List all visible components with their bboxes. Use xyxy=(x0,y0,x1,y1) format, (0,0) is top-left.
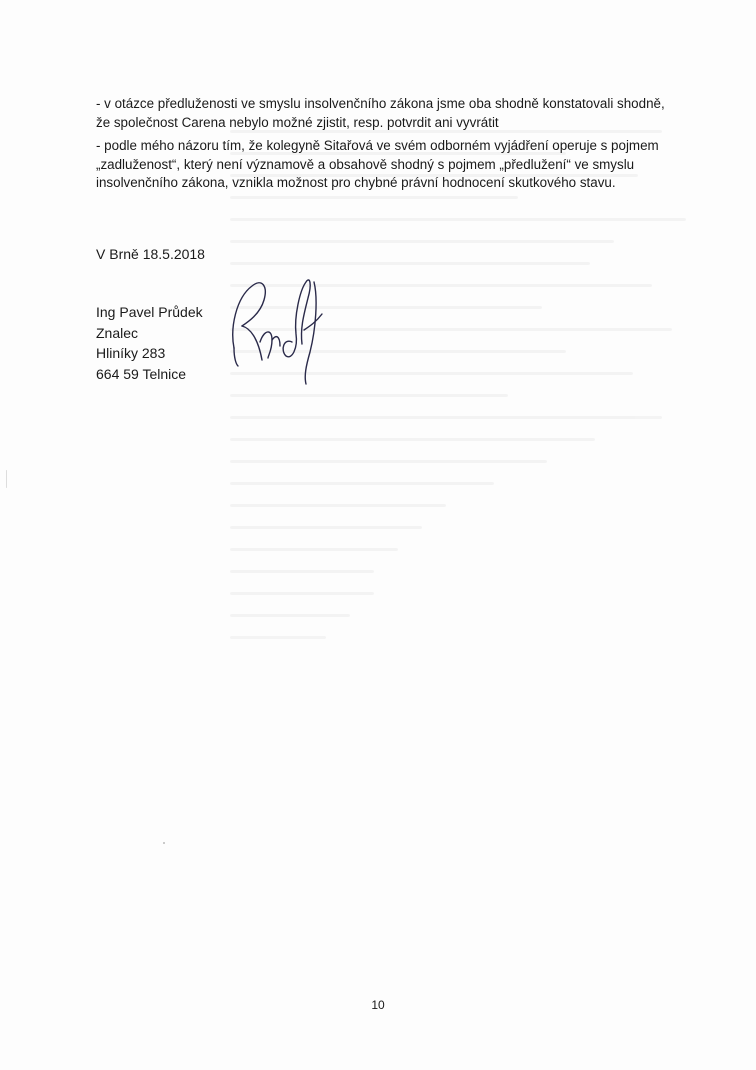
place-date: V Brně 18.5.2018 xyxy=(96,246,205,262)
author-name: Ing Pavel Průdek xyxy=(96,304,203,320)
author-role: Znalec xyxy=(96,324,139,341)
author-city: 664 59 Telnice xyxy=(96,365,187,382)
show-through-texture xyxy=(230,130,710,770)
paragraph-opinion: - podle mého názoru tím, že kolegyně Sitařová ve svém odborném vyjádření operuje s pojmem „zadluženost“, který není významově a obsahově shodný s pojmem „předlužení“ ve smyslu insolvenčního zákona, vznikla možnost pro chybné právní hodnocení skutkového stavu. xyxy=(96,138,659,190)
author-block xyxy=(96,302,203,384)
page-number: 10 xyxy=(371,998,385,1012)
paragraph-indebtedness: - v otázce předluženosti ve smyslu insolvenčního zákona jsme oba shodně konstatovali shodně, že společnost Carena nebylo možné zjistit, resp. potvrdit ani vyvrátit xyxy=(96,96,665,130)
handwritten-signature xyxy=(222,268,342,388)
paper-speck xyxy=(163,842,165,844)
paper-edge-mark xyxy=(6,470,7,488)
author-street: Hliníky 283 xyxy=(96,345,166,361)
